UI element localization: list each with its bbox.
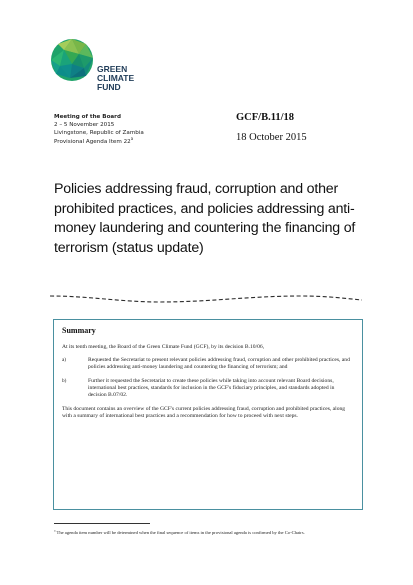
gcf-logo-wordmark [97,65,134,92]
document-date: 18 October 2015 [236,132,307,143]
summary-item [62,357,354,371]
summary-heading: Summary [62,326,96,335]
footnote [54,530,364,536]
meeting-dates: 2 – 5 November 2015 [54,122,115,129]
summary-closing: This document contains an overview of the GCF's current policies addressing fraud, corruption and prohibited practices, along with a summary of international best practices and a recommendation for how to proceed with next steps. [62,406,346,420]
summary-intro: At its tenth meeting, the Board of the Green Climate Fund (GCF), by its decision B.10/06, [62,344,265,350]
summary-item-label: a) [62,357,67,364]
document-id: GCF/B.11/18 [236,112,295,123]
footnote-marker: a [54,528,56,533]
logo-line-fund: FUND [97,82,121,92]
summary-item [62,378,354,400]
meeting-title: Meeting of the Board [54,114,121,120]
document-title: Policies addressing fraud, corruption and other prohibited practices, and policies addressing anti-money laundering and countering the financing of terrorism (status update) [54,181,356,256]
summary-box [53,319,363,510]
meeting-agenda [54,135,144,146]
summary-item-label: b) [62,377,67,384]
footnote-text: The agenda item number will be determined when the final sequence of items in the provisional agenda is confirmed by the Co-Chairs. [56,530,305,535]
gcf-logo-icon [50,38,94,82]
meeting-location: Livingstone, Republic of Zambia [54,130,144,137]
logo-line-green: GREEN [97,64,128,74]
meeting-info [54,113,144,146]
logo-line-climate: CLIMATE [97,73,135,83]
footnote-rule [54,523,150,524]
summary-item-text: Further it requested the Secretariat to create these policies while taking into account relevant Board decisions, international best practices, standards for inclusion in the GCF's fiduciary principles, and standards adopted in decision B.07/02. [88,377,335,399]
agenda-text: Provisional Agenda Item 22 [54,138,131,145]
summary-item-text: Requested the Secretariat to present relevant policies addressing fraud, corruption and other prohibited practices, and policies addressing anti-money laundering and countering the financing of terrorism; and [88,357,350,371]
agenda-footnote-marker: a [130,135,134,141]
title-divider [50,292,362,306]
